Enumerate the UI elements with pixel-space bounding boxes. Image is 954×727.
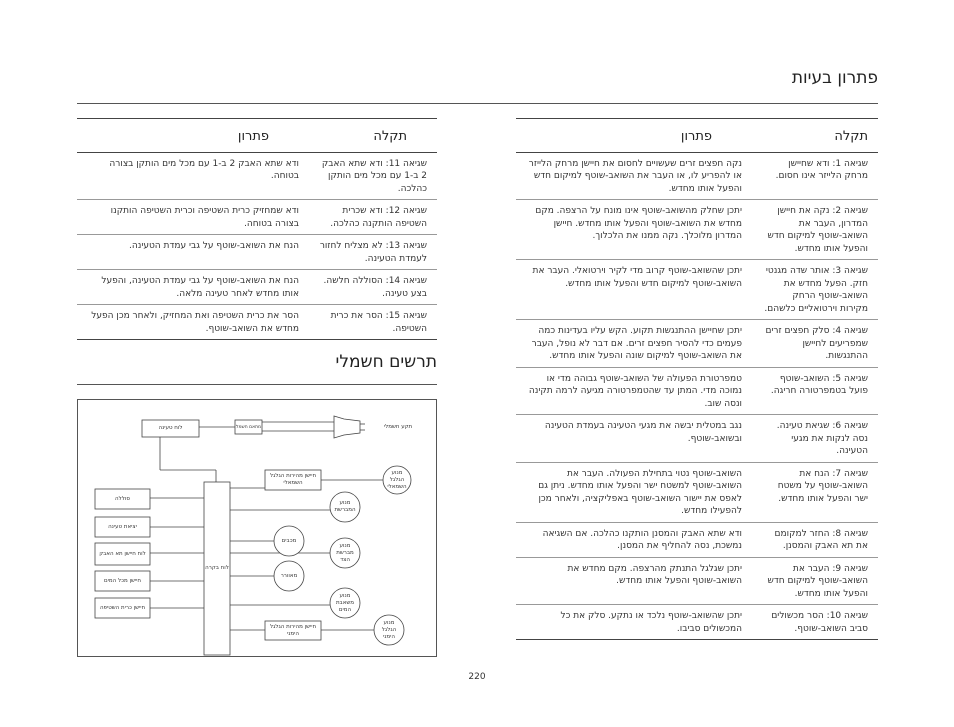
problem-cell: שגיאה 12: ודא שכרית השטיפה הותקנה כהלכה. (309, 200, 437, 235)
table-row (77, 200, 437, 235)
table-row (516, 200, 878, 260)
table-row (516, 415, 878, 463)
battery-label: סוללה (115, 495, 130, 502)
charging-contacts-label: יציאת טעינה (108, 523, 137, 530)
problem-cell: שגיאה 9: העבר את השואב-שוטף למיקום חדש והפעל אותו מחדש. (752, 557, 878, 605)
diagram-title-rule (77, 384, 437, 385)
problem-cell: שגיאה 7: הנח את השואב-שוטף על משטח ישר והפעל אותו מחדש. (752, 462, 878, 522)
problem-cell: שגיאה 6: שגיאת טעינה. נסה לנקות את מגעי הטעינה. (752, 415, 878, 463)
table-row (516, 152, 878, 200)
table-row (516, 320, 878, 368)
water-tank-sensor-label: חיישן מכל המים (104, 577, 141, 584)
solution-cell: יתכן שחיישן ההתנגשות תקוע. הקש עליו בעדינות כמה פעמים כדי להסיר חפצים זרים. אם דבר לא נופל, העבר את השואב-שוטף למיקום שונה והפעל אותו מחדש. (516, 320, 752, 368)
wiring-diagram (77, 399, 437, 657)
solution-cell: הסר את כרית השטיפה ואת המחזיק, ולאחר מכן הפעל מחדש את השואב-שוטף. (77, 305, 309, 340)
main-brush-motor-label: מנוע המברשת (334, 500, 356, 513)
solution-cell: הנח את השואב-שוטף על גבי עמדת הטעינה. (77, 235, 309, 270)
problem-cell: שגיאה 13: לא מצליח לחזור לעמדת הטעינה. (309, 235, 437, 270)
problem-cell: שגיאה 15: הסר את כרית השטיפה. (309, 305, 437, 340)
troubleshooting-table-left (77, 118, 437, 340)
table-row (77, 305, 437, 340)
problem-cell: שגיאה 1: ודא שחיישן מרחק הלייזר אינו חסום. (752, 152, 878, 200)
solution-cell: ודא שתא האבק 2 ב-1 עם מכל מים הותקן בצורה בטוחה. (77, 152, 309, 200)
solution-cell: יתכן שגלגל התנתק מהרצפה. מקם מחדש את השואב-שוטף והפעל אותו מחדש. (516, 557, 752, 605)
page-number: 220 (468, 672, 486, 682)
side-brush-motor-label: מנוע מברשת הצד (336, 542, 354, 563)
solution-cell: יתכן שהשואב-שוטף קרוב מדי לקיר וירטואלי. העבר את השואב-שוטף למיקום חדש והפעל אותו מחדש. (516, 260, 752, 320)
solution-cell: ודא שתא האבק והמסנן הותקנו כהלכה. אם השגיאה נמשכת, נסה להחליף את המסנן. (516, 522, 752, 557)
table-row (516, 367, 878, 415)
mop-sensor-label: חיישן כרית השטיפה (99, 604, 146, 611)
solution-cell: יתכן שהשואב-שוטף נלכד או נתקע. סלק את כל המכשולים סביבו. (516, 605, 752, 640)
troubleshooting-table-right (516, 118, 878, 640)
table-row (77, 235, 437, 270)
problem-header: תקלה (752, 119, 878, 153)
power-plug-label: תקע חשמלי (383, 423, 413, 430)
table-row (77, 152, 437, 200)
problem-cell: שגיאה 5: השואב-שוטף פועל בטמפרטורה חריגה. (752, 367, 878, 415)
problem-cell: שגיאה 8: החזר למקומם את תא האבק והמסנן. (752, 522, 878, 557)
table-row (77, 270, 437, 305)
problem-cell: שגיאה 3: אותר שדה מגנטי חזק. הפעל מחדש את השואב-שוטף הרחק מקירות וירטואליים כלשהם. (752, 260, 878, 320)
right-wheel-motor-label: מנוע הגלגל הימני (381, 619, 397, 640)
fan-label: מאוורר (280, 572, 298, 579)
problem-header: תקלה (309, 119, 437, 153)
solution-cell: הנח את השואב-שוטף על גבי עמדת הטעינה, והפעל אותו מחדש לאחר טעינה מלאה. (77, 270, 309, 305)
problem-cell: שגיאה 11: ודא שתא האבק 2 ב-1 עם מכל מים הותקן כהלכה. (309, 152, 437, 200)
gyroscope-label: מכבים (281, 537, 297, 544)
table-row (516, 462, 878, 522)
charging-board-label: לוח טעינה (158, 425, 183, 431)
table-row (516, 605, 878, 640)
solution-header: פתרון (516, 119, 752, 153)
left-wheel-motor-label: מנוע הגלגל השמאלי (387, 469, 407, 490)
solution-header: פתרון (77, 119, 309, 153)
table-row (516, 260, 878, 320)
main-board-label: לוח בקרה (205, 565, 229, 571)
right-wheel-sensor-label: חיישן מהירות הגלגל הימני (269, 623, 317, 637)
solution-cell: נקה חפצים זרים שעשויים לחסום את חיישן מרחק הלייזר או להפריע לו, או העבר את השואב-שוטף למיקום חדש והפעל אותו מחדש. (516, 152, 752, 200)
table-row (516, 522, 878, 557)
solution-cell: נגב במטלית יבשה את מגעי הטעינה בעמדת הטעינה ובשואב-שוטף. (516, 415, 752, 463)
problem-cell: שגיאה 2: נקה את חיישן המדרון, העבר את השואב-שוטף למיקום חדש והפעל אותו מחדש. (752, 200, 878, 260)
left-wheel-sensor-label: חיישן מהירות הגלגל השמאלי (269, 473, 317, 486)
page-title-rule (77, 103, 878, 104)
solution-cell: השואב-שוטף נטוי בתחילת הפעולה. העבר את השואב-שוטף למשטח ישר והפעל אותו מחדש. ניתן גם לאפס את יישור השואב-שוטף באפליקציה, ולאחר מכן להפעילו מחדש. (516, 462, 752, 522)
solution-cell: ודא שמחזיק כרית השטיפה וכרית השטיפה הותקנו בצורה בטוחה. (77, 200, 309, 235)
solution-cell: יתכן שחלק מהשואב-שוטף אינו מונח על הרצפה. מקם מחדש את השואב-שוטף והפעל אותו מחדש. חיישן המדרון מלוכלך. נקה ממנו את הלכלוך. (516, 200, 752, 260)
problem-cell: שגיאה 10: הסר מכשולים סביב השואב-שוטף. (752, 605, 878, 640)
diagram-title: תרשים חשמלי (335, 352, 437, 372)
problem-cell: שגיאה 4: סלק חפצים זרים שמפריעים לחיישן ההתנגשות. (752, 320, 878, 368)
solution-cell: טמפרטורת הפעולה של השואב-שוטף גבוהה מדי או נמוכה מדי. המתן עד שהטמפרטורה מגיעה לרמה תקינה ונסה שוב. (516, 367, 752, 415)
dustbin-sensor-label: לוח חיישן תא האבק (99, 550, 146, 557)
power-adapter-label: מתאם חשמל (235, 424, 262, 430)
page-title: פתרון בעיות (791, 68, 878, 88)
water-pump-motor-label: מנוע משאבת המים (335, 592, 355, 613)
problem-cell: שגיאה 14: הסוללה חלשה. בצע טעינה. (309, 270, 437, 305)
table-row (516, 557, 878, 605)
